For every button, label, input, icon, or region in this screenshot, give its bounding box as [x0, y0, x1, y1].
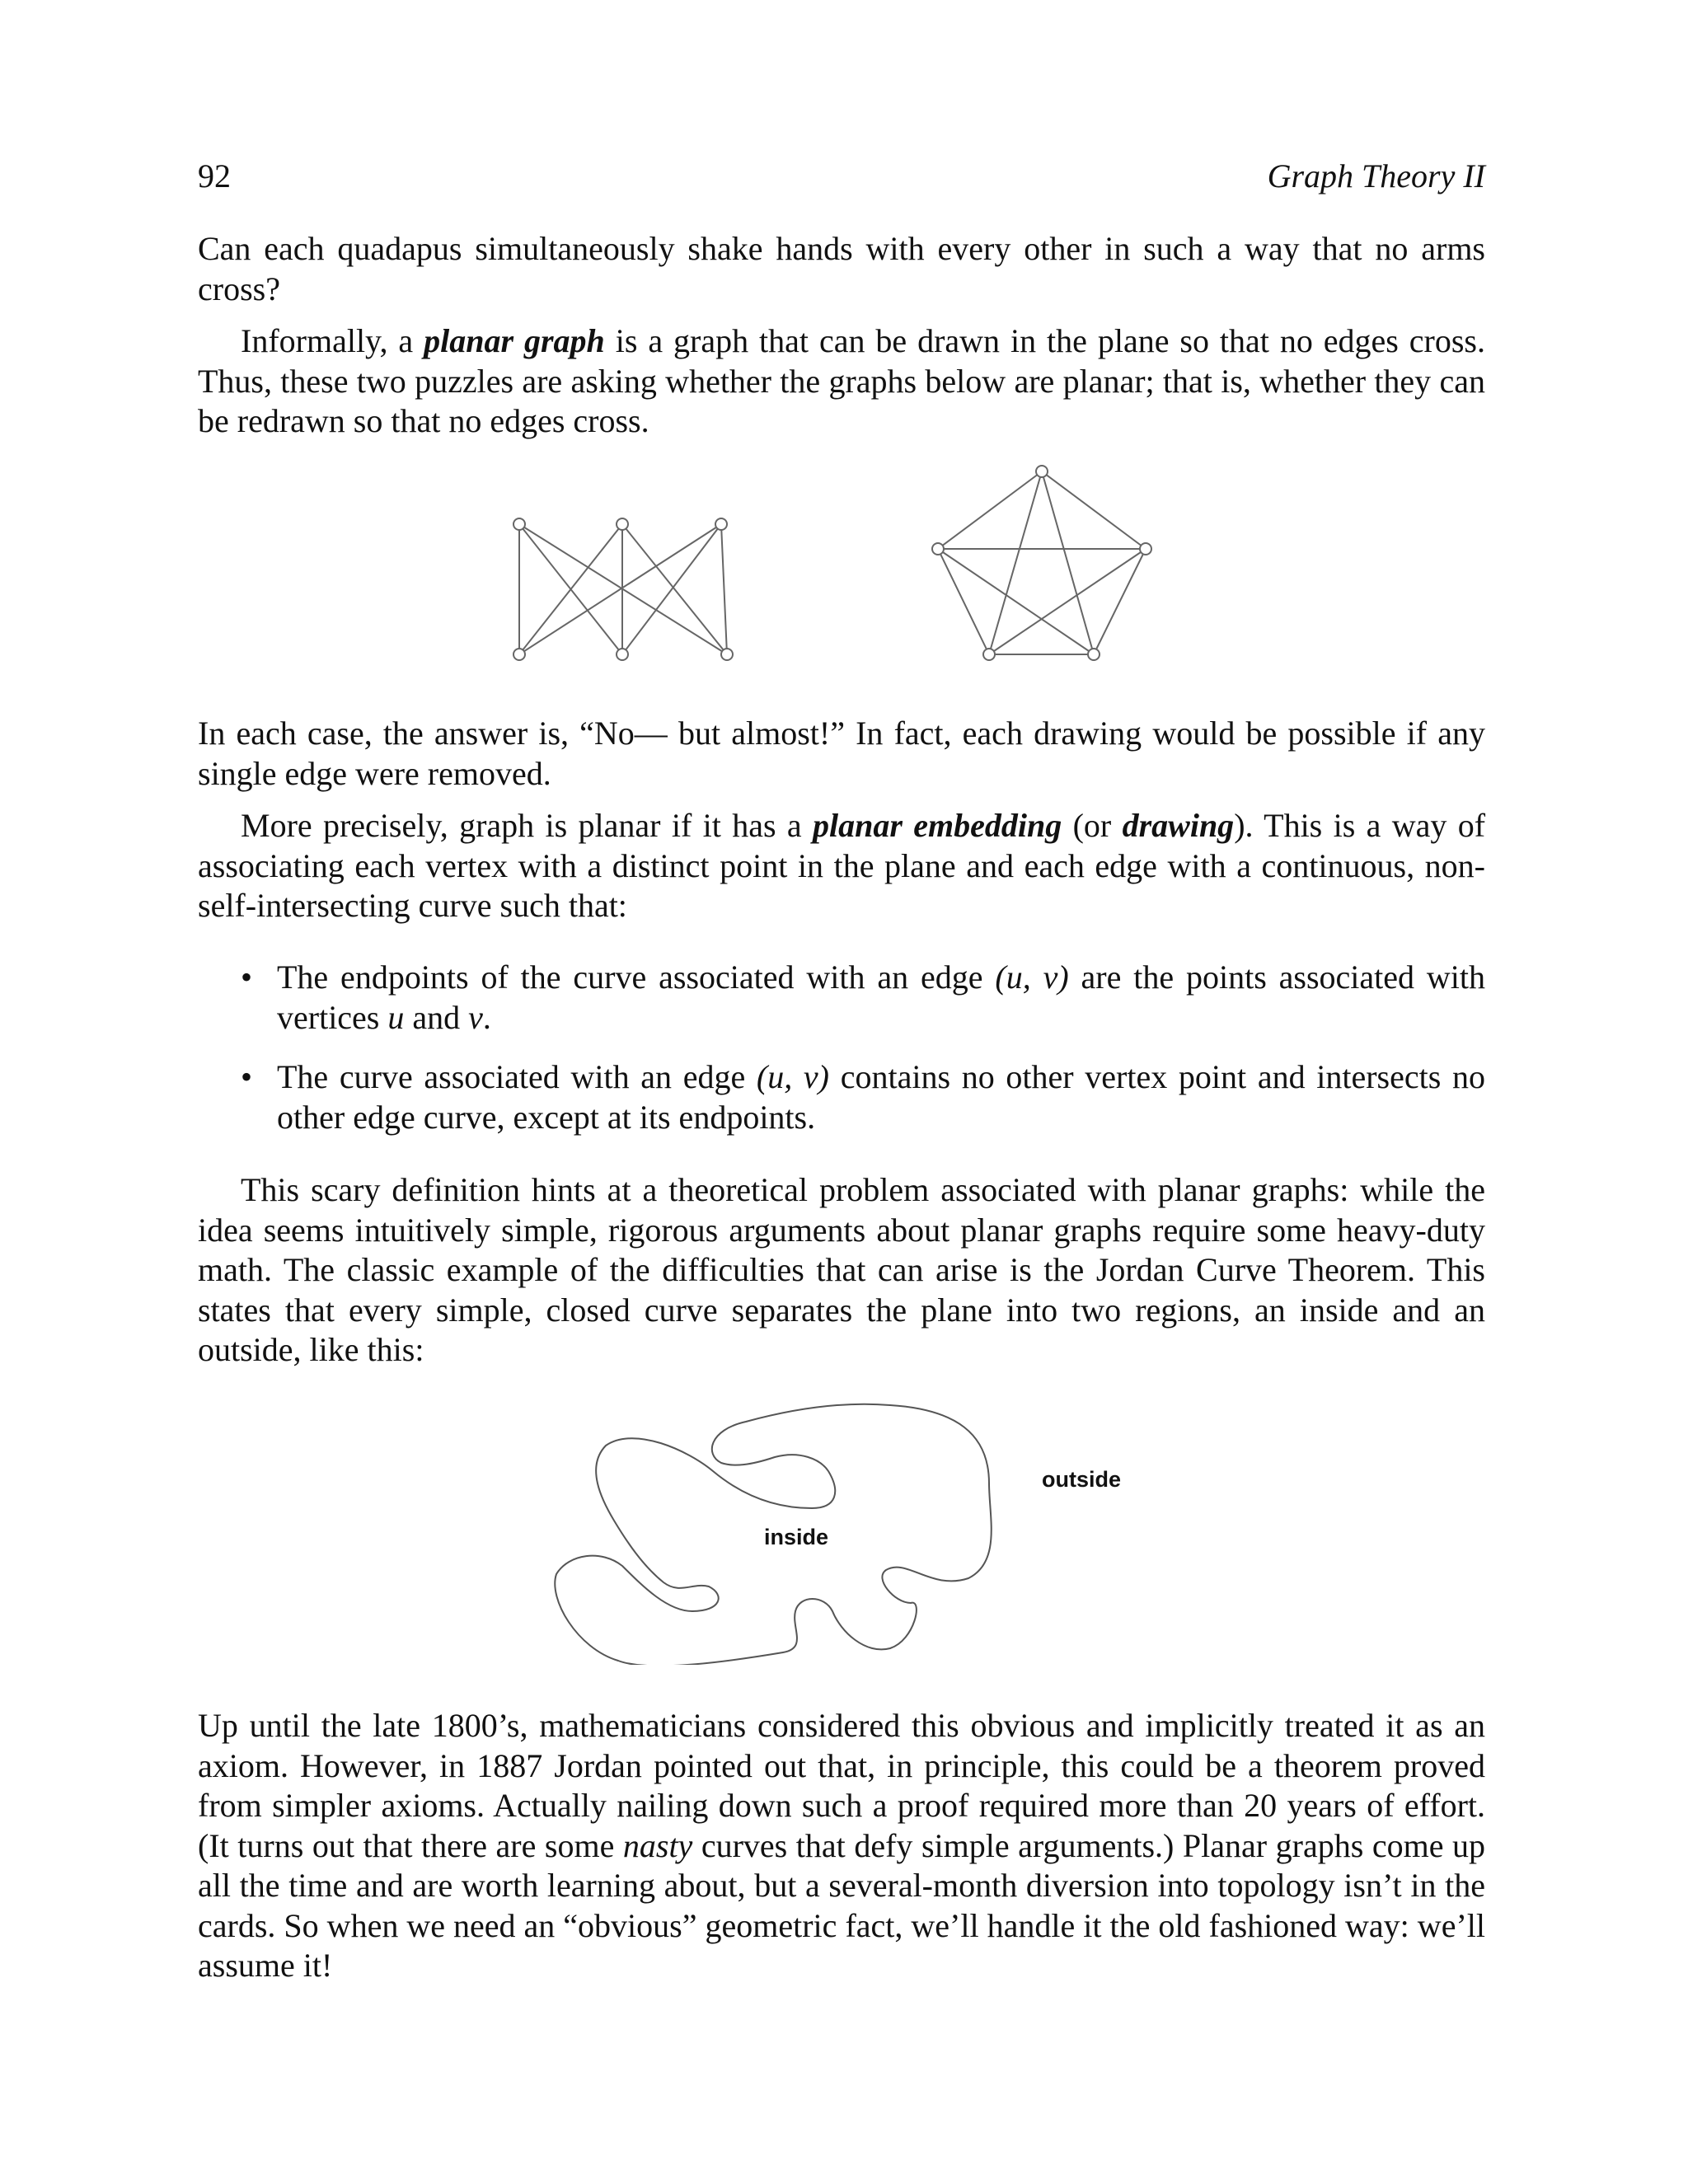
paragraph-planar-embedding: More precisely, graph is planar if it has a planar embedding (or drawing). This is a way of associating each vertex with a distinct point in the plane and each edge with a continuous, non-self-intersecting curve such that:: [198, 807, 1486, 924]
figure-nonplanar-graphs: [495, 453, 1187, 676]
term-planar-graph: planar graph: [424, 322, 605, 359]
bullet-icon: •: [241, 958, 253, 996]
paragraph-planar-graph-definition: Informally, a planar graph is a graph that can be drawn in the plane so that no edges cross. Thus, these two puzzles are asking whether the graphs below are planar; that is, whether they can be redrawn so that no edges cross.: [198, 322, 1485, 439]
math-v: v: [468, 998, 483, 1036]
paragraph-quadapus: Can each quadapus simultaneously shake hands with every other in such a way that no arms cross?: [198, 230, 1485, 307]
chapter-title: Graph Theory II: [1267, 157, 1485, 194]
outside-label: outside: [1042, 1467, 1122, 1492]
math-u: u: [387, 998, 405, 1036]
paragraph-answer: In each case, the answer is, “No— but almost!” In fact, each drawing would be possible if any single edge were removed.: [198, 715, 1485, 792]
list-item: • The curve associated with an edge (u, v) contains no other vertex point and intersects no other edge curve, except at its endpoints.: [241, 1058, 1486, 1136]
inside-label: inside: [764, 1525, 829, 1549]
term-planar-embedding: planar embedding: [812, 807, 1062, 844]
paragraph-jordan-curve: This scary definition hints at a theoretical problem associated with planar graphs: while the idea seems intuitively simple, rigorous arguments about planar graphs require some heavy-duty math. The classic example of the difficulties that can arise is the Jordan Curve Theorem. This states that every simple, closed curve separates the plane into two regions, an inside and an outside, like this:: [198, 1171, 1485, 1368]
figure-jordan-curve: [528, 1385, 1170, 1665]
list-item: • The endpoints of the curve associated with an edge (u, v) are the points associated with vertices u and v.: [241, 958, 1486, 1036]
term-drawing: drawing: [1122, 807, 1235, 844]
math-edge-uv: (u, v): [995, 958, 1069, 996]
page-number: 92: [198, 157, 231, 194]
complete-graph-k5: [932, 466, 1151, 660]
bullet-icon: •: [241, 1058, 253, 1095]
math-edge-uv: (u, v): [756, 1058, 830, 1095]
emphasis-nasty: nasty: [622, 1826, 693, 1864]
paragraph-jordan-history: Up until the late 1800’s, mathematicians considered this obvious and implicitly treated it as an axiom. However, in 1887 Jordan pointed out that, in principle, this could be a theorem proved from simpler axioms. Actually nailing down such a proof required more than 20 years of effort. (It turns out that there are some nasty curves that defy simple arguments.) Planar graphs come up all the time and are worth learning about, but a several-month diversion into topology isn’t in the cards. So when we need an “obvious” geometric fact, we’ll handle it the old fashioned way: we’ll assume it!: [198, 1707, 1485, 1984]
bipartite-graph-k33: [513, 518, 733, 660]
embedding-conditions-list: [198, 958, 1485, 1137]
